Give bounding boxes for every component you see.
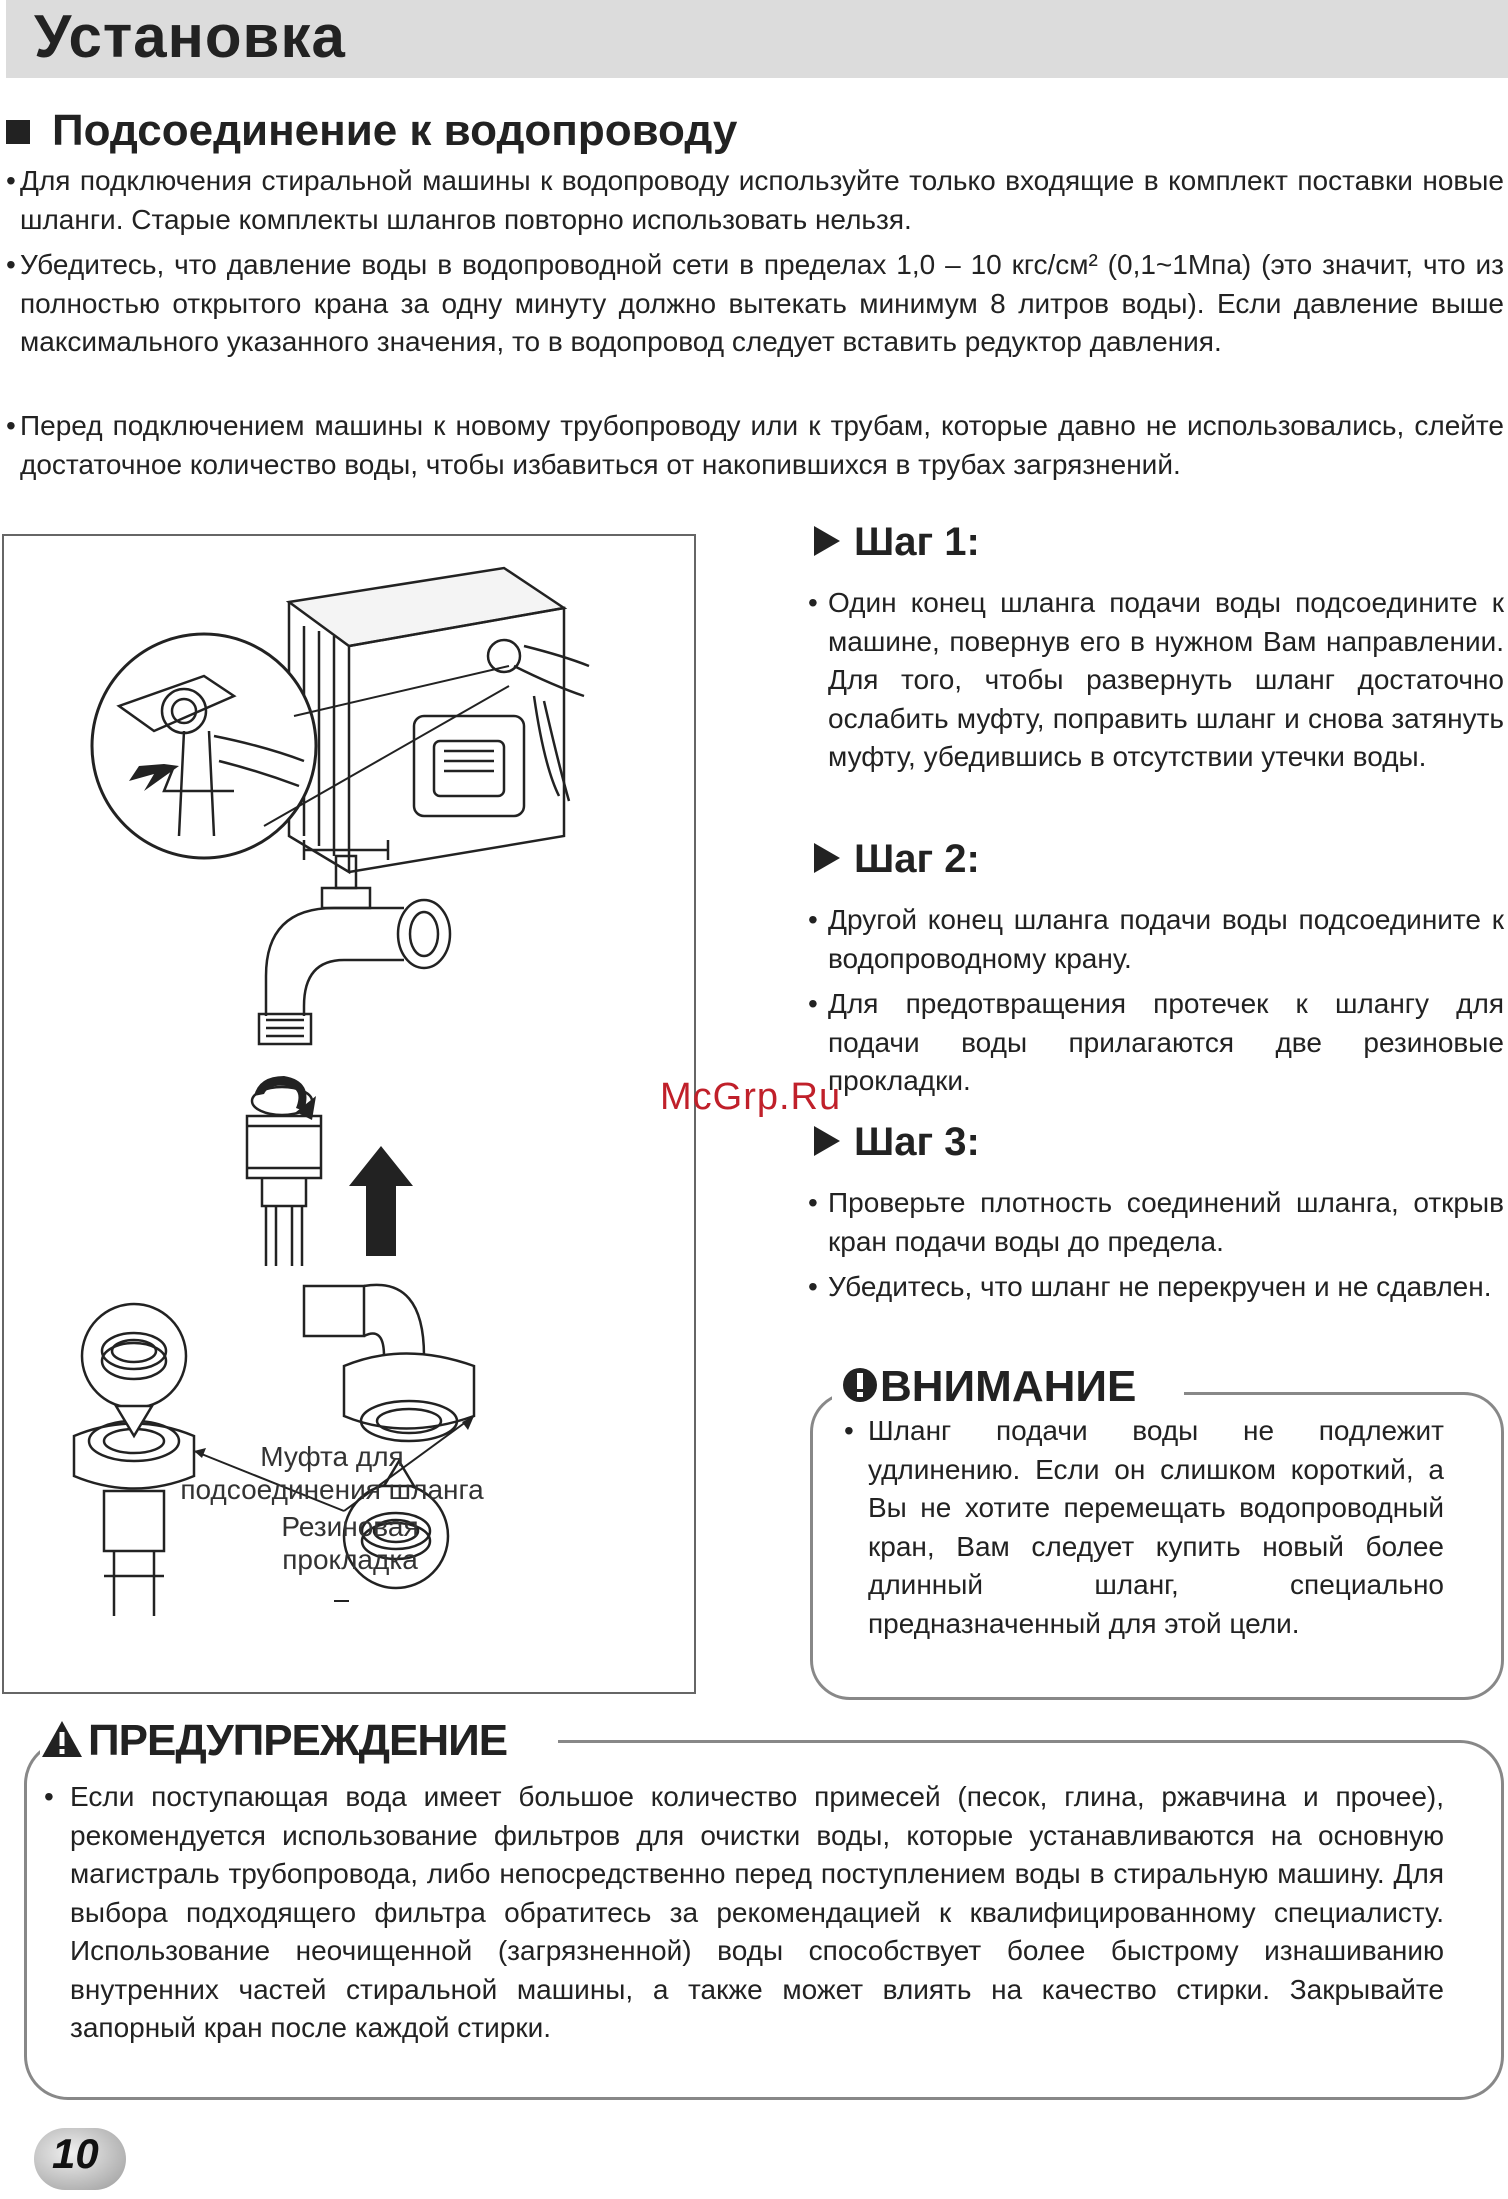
step-2-item-1: • Другой конец шланга подачи воды подсоедините к водопроводному крану. — [808, 904, 1504, 974]
page-title: Установка — [34, 3, 346, 70]
warning-title: ПРЕДУПРЕЖДЕНИЕ — [40, 1716, 507, 1766]
intro-bullet-1: • Для подключения стиральной машины к водопроводу используйте только входящие в комплект поставки новые шланги. Старые комплекты шлангов повторно использовать нельзя. — [6, 165, 1504, 235]
step-3-item-1: • Проверьте плотность соединений шланга, открыв кран подачи воды до предела. — [808, 1187, 1504, 1257]
watermark: McGrp.Ru — [660, 1076, 842, 1118]
caution-title: ВНИМАНИЕ — [842, 1362, 1136, 1412]
step-2-item-2: • Для предотвращения протечек к шлангу для подачи воды прилагаются две резиновые прокладки. — [808, 988, 1504, 1096]
coupling-label: Муфта для подсоединения шланга — [180, 1441, 484, 1505]
warning-triangle-icon — [40, 1719, 84, 1759]
step-1-item: • Один конец шланга подачи воды подсоедините к машине, повернув его в нужном Вам направлении. Для того, чтобы развернуть шланг достаточно ослабить муфту, поправить шланг и снова затянуть муфту, убедившись в отсутствии утечки воды. — [808, 587, 1504, 772]
step-3-item-2: • Убедитесь, что шланг не перекручен и не сдавлен. — [808, 1271, 1492, 1302]
exclamation-icon — [842, 1367, 878, 1403]
installation-figure — [2, 534, 696, 1694]
section-title: Подсоединение к водопроводу — [52, 106, 738, 155]
intro-bullet-3: • Перед подключением машины к новому трубопроводу или к трубам, которые давно не использовались, слейте достаточное количество воды, чтобы избавиться от накопившихся в трубах загрязнений. — [6, 410, 1504, 480]
section-square-icon — [6, 120, 30, 144]
intro-bullet-text: Перед подключением машины к новому трубопроводу или к трубам, которые давно не использовались, слейте достаточное количество воды, чтобы избавиться от накопившихся в трубах загрязнений. — [20, 410, 1504, 480]
gasket-label: Резиновая прокладка — [281, 1511, 419, 1575]
triangle-icon — [814, 1126, 840, 1156]
caution-text: • Шланг подачи воды не подлежит удлинению. Если он слишком короткий, а Вы не хотите перемещать водопроводный кран, Вам следует купить новый более длинный шланг, специально предназначенный для этой цели. — [844, 1415, 1444, 1639]
step-1-heading: Шаг 1: — [814, 520, 980, 565]
warning-text: • Если поступающая вода имеет большое количество примесей (песок, глина, ржавчина и прочее), рекомендуется использование фильтров для очистки воды, которые устанавливаются на основную магистраль трубопровода, либо непосредственно перед поступлением воды в стиральную машину. Для выбора подходящего фильтра обратитесь за рекомендацией к квалифицированному специалисту. Использование неочищенной (загрязненной) воды способствует более быстрому изнашиванию внутренних частей стиральной машины, а также может влиять на качество стирки. Закрывайте запорный кран после каждой стирки. — [44, 1781, 1444, 2043]
step-3-heading: Шаг 3: — [814, 1120, 980, 1165]
intro-bullet-2: • Убедитесь, что давление воды в водопроводной сети в пределах 1,0 – 10 кгс/см² (0,1~1Мпа) (это значит, что из полностью открытого крана за одну минуту должно вытекать минимум 8 литров воды). Если давление выше максимального указанного значения, то в водопровод следует вставить редуктор давления. — [6, 249, 1504, 357]
triangle-icon — [814, 526, 840, 556]
step-2-heading: Шаг 2: — [814, 837, 980, 882]
page-number: 10 — [52, 2130, 99, 2177]
intro-bullet-text: Для подключения стиральной машины к водопроводу используйте только входящие в комплект поставки новые шланги. Старые комплекты шлангов повторно использовать нельзя. — [20, 165, 1504, 235]
intro-bullet-text: Убедитесь, что давление воды в водопроводной сети в пределах 1,0 – 10 кгс/см² (0,1~1Мпа) (это значит, что из полностью открытого крана за одну минуту должно вытекать минимум 8 литров воды). Если давление выше максимального указанного значения, то в водопровод следует вставить редуктор давления. — [20, 249, 1504, 357]
triangle-icon — [814, 843, 840, 873]
